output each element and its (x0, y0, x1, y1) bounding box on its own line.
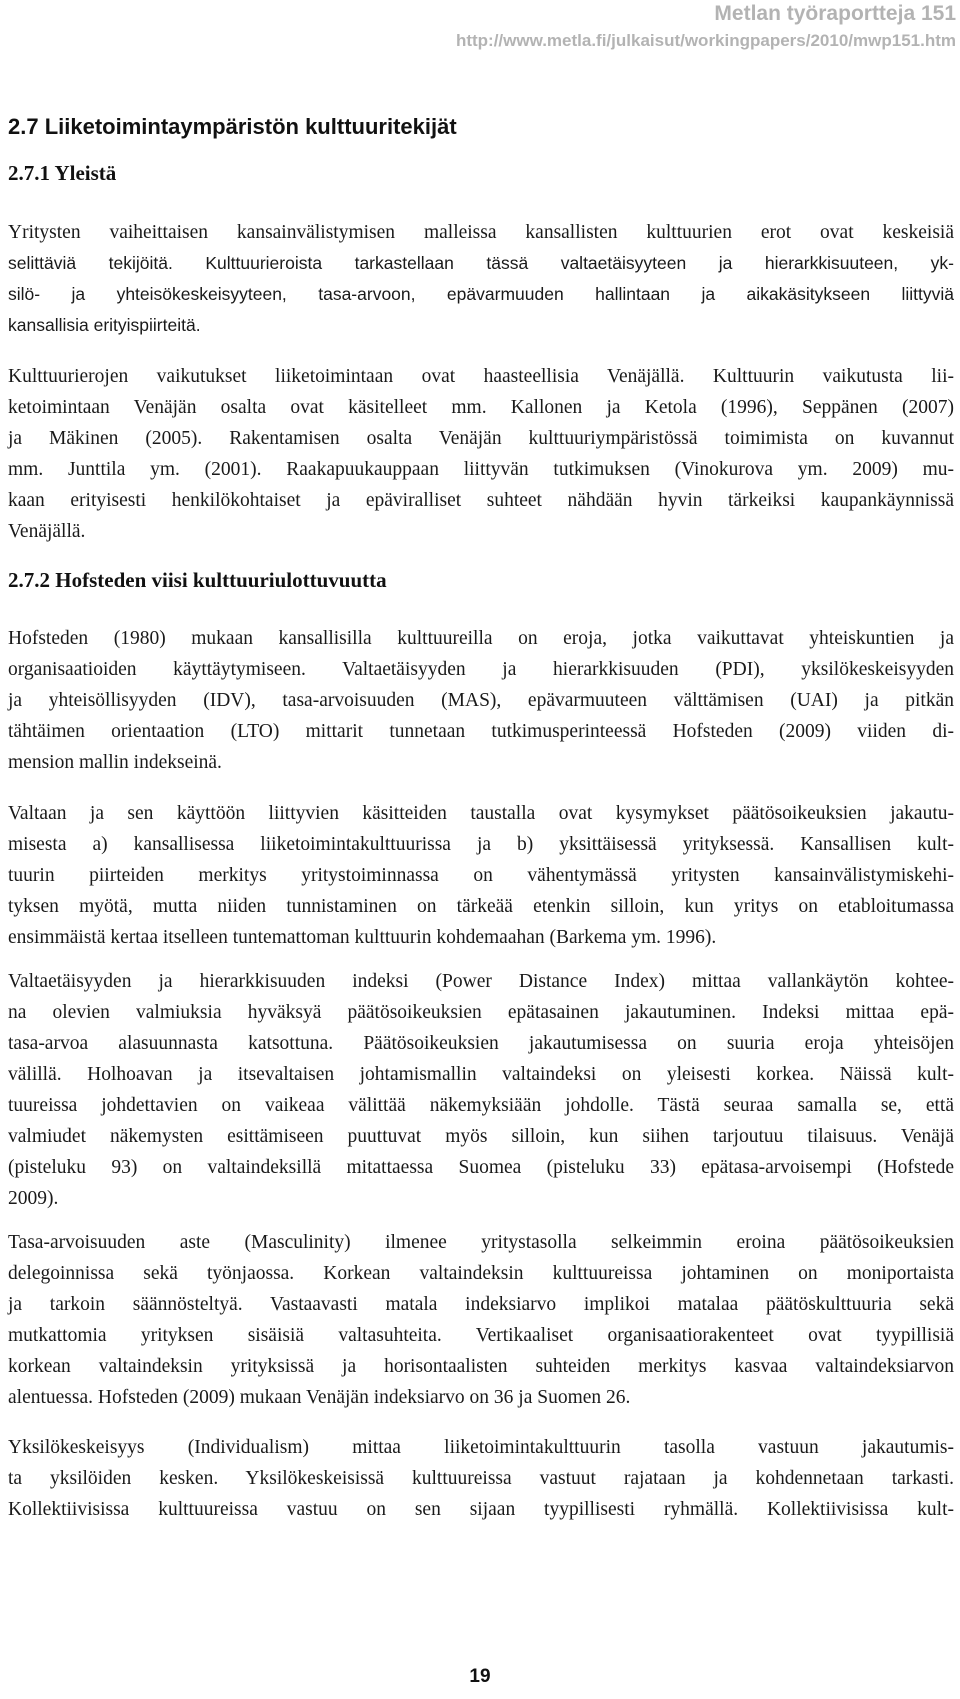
text-line: mm. Junttila ym. (2001). Raakapuukauppaan liittyvän tutkimuksen (Vinokurova ym. 2009) mu- (8, 459, 954, 480)
text-line: organisaatioiden käyttäytymiseen. Valtaetäisyyden ja hierarkkisuuden (PDI), yksilökeskeisyyden (8, 659, 954, 680)
text-line: Tasa-arvoisuuden aste (Masculinity) ilmenee yritystasolla selkeimmin eroina päätösoikeuksien (8, 1232, 954, 1253)
text-line: korkean valtaindeksin yrityksissä ja horisontaalisten suhteiden merkitys kasvaa valtaindeksiarvon (8, 1356, 954, 1377)
text-line: ta yksilöiden kesken. Yksilökeskeisissä kulttuureissa vastuut rajataan ja kohdennetaan tarkasti. (8, 1468, 954, 1489)
text-line: ja Mäkinen (2005). Rakentamisen osalta Venäjän kulttuuriympäristössä toimimista on kuvannut (8, 428, 954, 449)
paragraph-russia-culture (8, 361, 954, 547)
text-line: tähtäimen orientaation (LTO) mittarit tunnetaan tutkimusperinteessä Hofsteden (2009) viiden di- (8, 721, 954, 742)
text-line: Kulttuurierojen vaikutukset liiketoimintaan ovat haasteellisia Venäjällä. Kulttuurin vaikutusta lii- (8, 366, 954, 387)
text-line: Valtaetäisyyden ja hierarkkisuuden indeksi (Power Distance Index) mittaa vallankäytön kohtee- (8, 971, 954, 992)
text-line: silö- ja yhteisökeskeisyyteen, tasa-arvoon, epävarmuuden hallintaan ja aikakäsitykseen liittyviä (8, 284, 954, 304)
section-heading: 2.7 Liiketoimintaympäristön kulttuuritekijät (8, 114, 457, 139)
paragraph-power-distance-index (8, 966, 954, 1214)
text-line: Yritysten vaiheittaisen kansainvälistymisen malleissa kansallisten kulttuurien erot ovat keskeisiä (8, 222, 954, 243)
running-header (0, 2, 956, 52)
subsection-heading-hofstede: 2.7.2 Hofsteden viisi kulttuuriulottuvuutta (8, 568, 387, 592)
text-line: Yksilökeskeisyys (Individualism) mittaa liiketoimintakulttuurin tasolla vastuun jakautumis- (8, 1437, 954, 1458)
publication-url[interactable]: http://www.metla.fi/julkaisut/workingpapers/2010/mwp151.htm (455, 31, 956, 50)
text-line: mension mallin indekseinä. (8, 752, 222, 773)
text-line: tuureissa johdettavien on vaikeaa välittää näkemyksiään johdolle. Tästä seuraa samalla se, että (8, 1095, 954, 1116)
paragraph-hofstede-dimensions (8, 623, 954, 778)
text-line: Kollektiivisissa kulttuureissa vastuu on sen sijaan tyypillisesti ryhmällä. Kollektiivisissa kult- (8, 1499, 954, 1520)
text-line: na olevien valmiuksia hyväksyä päätösoikeuksien epätasainen jakautuminen. Indeksi mittaa epä- (8, 1002, 954, 1023)
text-line: Hofsteden (1980) mukaan kansallisilla kulttuureilla on eroja, jotka vaikuttavat yhteiskuntien ja (8, 628, 954, 649)
text-line: 2009). (8, 1188, 59, 1209)
text-line: selittäviä tekijöitä. Kulttuurieroista tarkastellaan tässä valtaetäisyyteen ja hierarkkisuuteen, yk- (8, 253, 954, 273)
text-line: (pisteluku 93) on valtaindeksillä mitattaessa Suomea (pisteluku 33) epätasa-arvoisempi (Hofstede (8, 1157, 954, 1178)
text-line: ensimmäistä kertaa itselleen tuntemattoman kulttuurin kohdemaahan (Barkema ym. 1996). (8, 927, 717, 948)
text-line: Valtaan ja sen käyttöön liittyvien käsitteiden taustalla ovat kysymykset päätösoikeuksien jakautu- (8, 803, 954, 824)
text-line: delegoinnissa sekä työnjaossa. Korkean valtaindeksin kulttuureissa johtaminen on moniportaista (8, 1263, 954, 1284)
text-line: alentuessa. Hofsteden (2009) mukaan Venäjän indeksiarvo on 36 ja Suomen 26. (8, 1387, 631, 1408)
text-line: ja tarkoin säännösteltyä. Vastaavasti matala indeksiarvo implikoi matalaa päätöskulttuuria sekä (8, 1294, 954, 1315)
text-line: mutkattomia yrityksen sisäisiä valtasuhteita. Vertikaaliset organisaatiorakenteet ovat tyypillisiä (8, 1325, 954, 1346)
subsection-heading-general: 2.7.1 Yleistä (8, 161, 117, 185)
text-line: Venäjällä. (8, 521, 86, 542)
text-line: misesta a) kansallisessa liiketoimintakulttuurissa ja b) yksittäisessä yrityksessä. Kansallisen kult- (8, 834, 954, 855)
text-line: valmiudet näkemysten esittämiseen puuttuvat myös silloin, kun siihen tarjoutuu tilaisuus. Venäjä (8, 1126, 954, 1147)
paragraph-individualism (8, 1432, 954, 1525)
page-number: 19 (469, 1666, 491, 1687)
text-line: tyksen myötä, mutta niiden tunnistaminen on tärkeää etenkin silloin, kun yritys on etabloitumassa (8, 896, 954, 917)
text-line: kansallisia erityispiirteitä. (8, 315, 201, 335)
paragraph-power-concepts (8, 798, 954, 953)
paragraph-masculinity (8, 1227, 954, 1413)
text-line: ja yhteisöllisyyden (IDV), tasa-arvoisuuden (MAS), epävarmuuteen välttämisen (UAI) ja pitkän (8, 690, 954, 711)
text-line: kaan erityisesti henkilökohtaiset ja epäviralliset suhteet nähdään hyvin tärkeiksi kaupankäynnissä (8, 490, 954, 511)
text-line: tasa-arvoa alasuunnasta katsottuna. Päätösoikeuksien jakautumisessa on suuria eroja yhteisöjen (8, 1033, 954, 1054)
text-line: välillä. Holhoavan ja itsevaltaisen johtamismallin valtaindeksi on yleisesti korkea. Näissä kult- (8, 1064, 954, 1085)
text-line: tuurin piirteiden merkitys yritystoiminnassa on vähentymässä yritysten kansainvälistymiskehi- (8, 865, 954, 886)
paragraph-intro (8, 217, 954, 341)
text-line: ketoimintaan Venäjän osalta ovat käsitelleet mm. Kallonen ja Ketola (1996), Seppänen (2007) (8, 397, 954, 418)
series-title: Metlan työraportteja 151 (714, 2, 956, 25)
